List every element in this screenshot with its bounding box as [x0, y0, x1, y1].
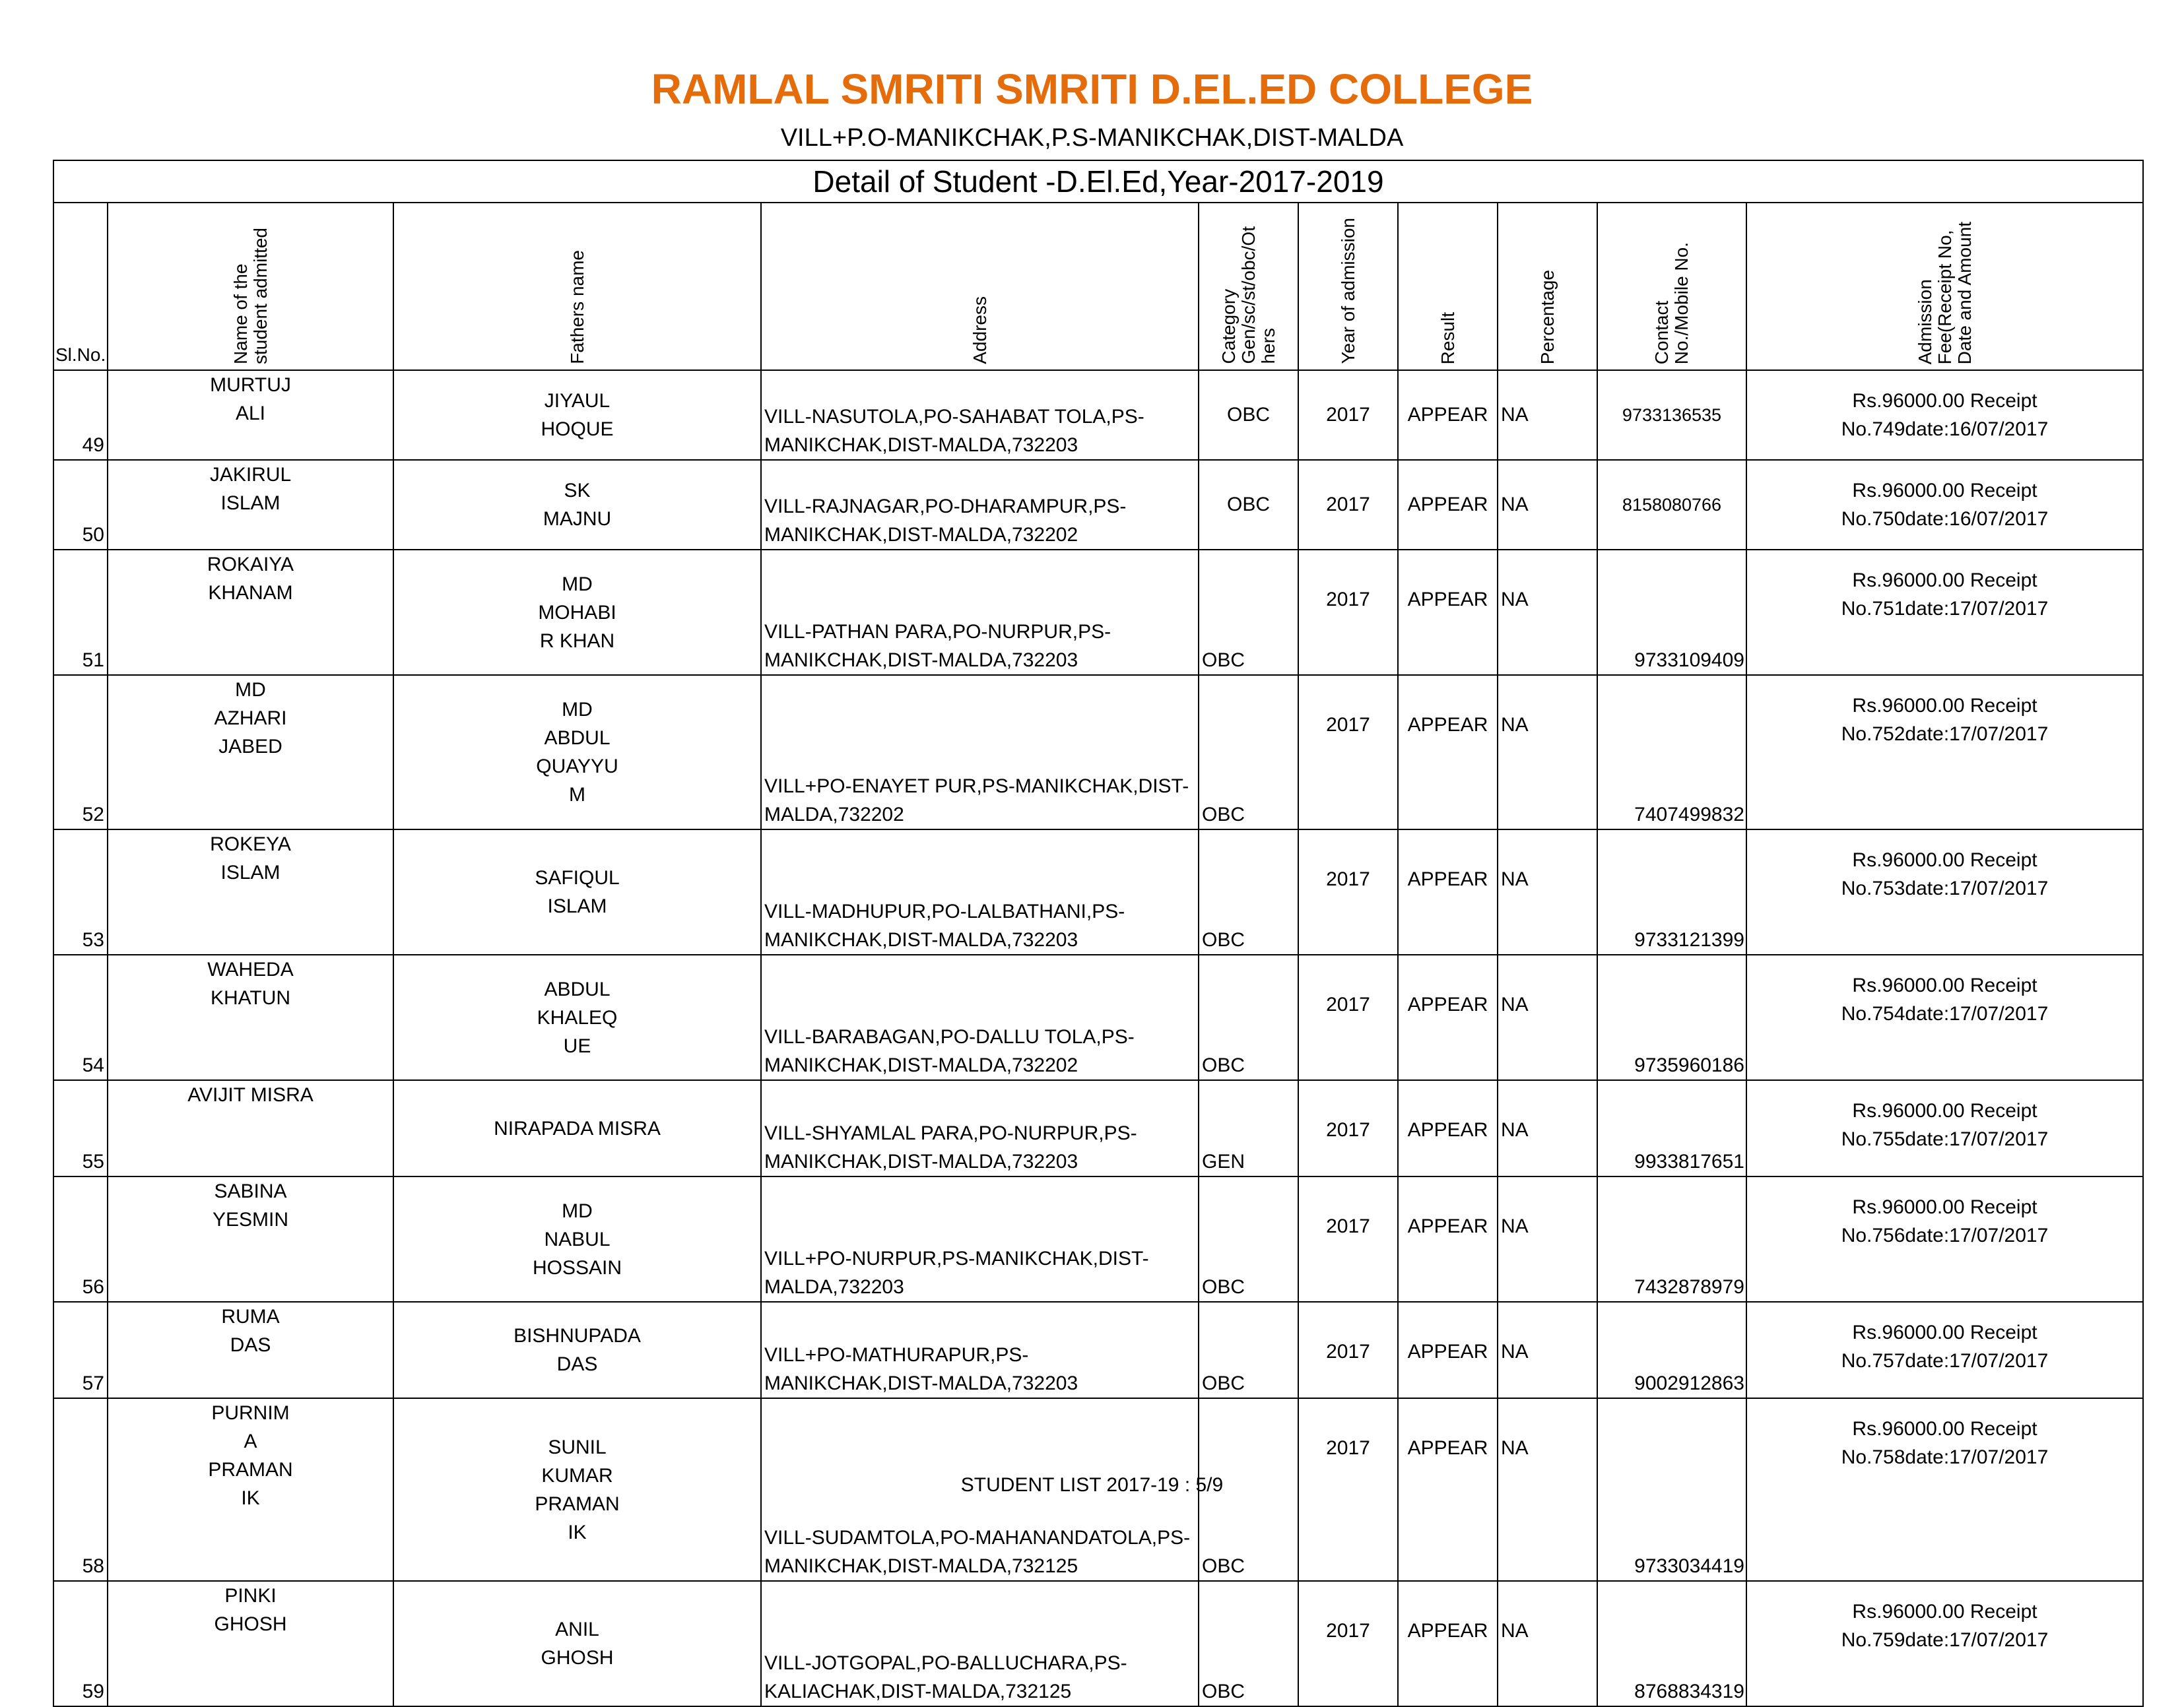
cell-year: 2017: [1298, 1302, 1398, 1398]
cell-contact: 9002912863: [1597, 1302, 1746, 1398]
header-fee: [1746, 203, 2143, 370]
cell-result: APPEAR: [1398, 955, 1498, 1080]
cell-contact: 9933817651: [1597, 1080, 1746, 1176]
cell-result: APPEAR: [1398, 1581, 1498, 1706]
cell-name: PINKI GHOSH: [108, 1581, 393, 1706]
table-caption: Detail of Student -D.El.Ed,Year-2017-2019: [53, 160, 2143, 203]
cell-father: NIRAPADA MISRA: [393, 1080, 761, 1176]
cell-percentage: NA: [1498, 829, 1597, 955]
cell-result: APPEAR: [1398, 550, 1498, 675]
cell-category: OBC: [1199, 829, 1298, 955]
cell-percentage: NA: [1498, 460, 1597, 550]
cell-sl: 55: [53, 1080, 108, 1176]
cell-sl: 52: [53, 675, 108, 829]
cell-address: VILL-BARABAGAN,PO-DALLU TOLA,PS-MANIKCHAK,DIST-MALDA,732202: [761, 955, 1199, 1080]
cell-percentage: NA: [1498, 1176, 1597, 1302]
cell-sl: 49: [53, 370, 108, 460]
header-result-label: Result: [1437, 311, 1458, 364]
cell-contact: 7432878979: [1597, 1176, 1746, 1302]
cell-category: OBC: [1199, 955, 1298, 1080]
table-row: [53, 1176, 2143, 1302]
cell-father: JIYAUL HOQUE: [393, 370, 761, 460]
cell-category: OBC: [1199, 1176, 1298, 1302]
cell-year: 2017: [1298, 1398, 1398, 1581]
header-address: [761, 203, 1199, 370]
cell-contact: 8158080766: [1597, 460, 1746, 550]
cell-name: AVIJIT MISRA: [108, 1080, 393, 1176]
cell-percentage: NA: [1498, 550, 1597, 675]
table-row: [53, 829, 2143, 955]
cell-address: VILL-JOTGOPAL,PO-BALLUCHARA,PS-KALIACHAK,DIST-MALDA,732125: [761, 1581, 1199, 1706]
cell-name: MURTUJ ALI: [108, 370, 393, 460]
cell-sl: 51: [53, 550, 108, 675]
cell-fee: Rs.96000.00 Receipt No.754date:17/07/2017: [1746, 955, 2143, 1080]
cell-year: 2017: [1298, 1581, 1398, 1706]
cell-address: VILL+PO-NURPUR,PS-MANIKCHAK,DIST-MALDA,732203: [761, 1176, 1199, 1302]
cell-percentage: NA: [1498, 1080, 1597, 1176]
cell-contact: 9733034419: [1597, 1398, 1746, 1581]
cell-year: 2017: [1298, 370, 1398, 460]
cell-year: 2017: [1298, 675, 1398, 829]
header-father: [393, 203, 761, 370]
cell-contact: 9733121399: [1597, 829, 1746, 955]
cell-name: ROKEYA ISLAM: [108, 829, 393, 955]
cell-address: VILL-RAJNAGAR,PO-DHARAMPUR,PS-MANIKCHAK,DIST-MALDA,732202: [761, 460, 1199, 550]
cell-category: GEN: [1199, 1080, 1298, 1176]
cell-fee: Rs.96000.00 Receipt No.751date:17/07/2017: [1746, 550, 2143, 675]
cell-result: APPEAR: [1398, 1398, 1498, 1581]
cell-sl: 56: [53, 1176, 108, 1302]
header-address-label: Address: [969, 296, 990, 364]
cell-result: APPEAR: [1398, 1176, 1498, 1302]
header-year-label: Year of admission: [1337, 218, 1358, 364]
cell-contact: 9735960186: [1597, 955, 1746, 1080]
cell-result: APPEAR: [1398, 1080, 1498, 1176]
table-row: [53, 370, 2143, 460]
college-title: RAMLAL SMRITI SMRITI D.EL.ED COLLEGE: [651, 65, 1533, 113]
cell-sl: 53: [53, 829, 108, 955]
table-row: [53, 460, 2143, 550]
cell-address: VILL-PATHAN PARA,PO-NURPUR,PS-MANIKCHAK,DIST-MALDA,732203: [761, 550, 1199, 675]
table-row: [53, 1581, 2143, 1706]
header-result: [1398, 203, 1498, 370]
cell-percentage: NA: [1498, 1302, 1597, 1398]
cell-percentage: NA: [1498, 955, 1597, 1080]
header-contact-label: Contact No./Mobile No.: [1651, 242, 1692, 364]
header-row: [53, 203, 2143, 370]
cell-sl: 57: [53, 1302, 108, 1398]
table-row: [53, 1080, 2143, 1176]
cell-contact: 7407499832: [1597, 675, 1746, 829]
cell-year: 2017: [1298, 550, 1398, 675]
cell-sl: 50: [53, 460, 108, 550]
cell-contact: 9733136535: [1597, 370, 1746, 460]
cell-name: WAHEDA KHATUN: [108, 955, 393, 1080]
cell-category: OBC: [1199, 460, 1298, 550]
cell-address: VILL-SUDAMTOLA,PO-MAHANANDATOLA,PS-MANIKCHAK,DIST-MALDA,732125: [761, 1398, 1199, 1581]
cell-fee: Rs.96000.00 Receipt No.758date:17/07/2017: [1746, 1398, 2143, 1581]
header-sl-label: Sl.No.: [55, 344, 106, 365]
cell-address: VILL+PO-MATHURAPUR,PS-MANIKCHAK,DIST-MALDA,732203: [761, 1302, 1199, 1398]
cell-result: APPEAR: [1398, 370, 1498, 460]
page-footer: STUDENT LIST 2017-19 : 5/9: [960, 1474, 1224, 1496]
header-category-label: Category Gen/sc/st/obc/Ot hers: [1218, 226, 1278, 364]
cell-percentage: NA: [1498, 1581, 1597, 1706]
cell-name: RUMA DAS: [108, 1302, 393, 1398]
cell-address: VILL-MADHUPUR,PO-LALBATHANI,PS-MANIKCHAK,DIST-MALDA,732203: [761, 829, 1199, 955]
cell-fee: Rs.96000.00 Receipt No.749date:16/07/2017: [1746, 370, 2143, 460]
cell-name: ROKAIYA KHANAM: [108, 550, 393, 675]
cell-category: OBC: [1199, 550, 1298, 675]
cell-category: OBC: [1199, 1302, 1298, 1398]
cell-year: 2017: [1298, 1176, 1398, 1302]
header-year: [1298, 203, 1398, 370]
cell-name: SABINA YESMIN: [108, 1176, 393, 1302]
cell-name: JAKIRUL ISLAM: [108, 460, 393, 550]
cell-fee: Rs.96000.00 Receipt No.753date:17/07/2017: [1746, 829, 2143, 955]
table-row: [53, 675, 2143, 829]
header-fee-label: Admission Fee(Receipt No, Date and Amount: [1914, 221, 1975, 364]
cell-result: APPEAR: [1398, 460, 1498, 550]
cell-contact: 8768834319: [1597, 1581, 1746, 1706]
table-row: [53, 1302, 2143, 1398]
cell-percentage: NA: [1498, 675, 1597, 829]
cell-name: MD AZHARI JABED: [108, 675, 393, 829]
cell-address: VILL-NASUTOLA,PO-SAHABAT TOLA,PS-MANIKCHAK,DIST-MALDA,732203: [761, 370, 1199, 460]
cell-name: PURNIM A PRAMAN IK: [108, 1398, 393, 1581]
cell-fee: Rs.96000.00 Receipt No.755date:17/07/2017: [1746, 1080, 2143, 1176]
header-percentage: [1498, 203, 1597, 370]
header-father-label: Fathers name: [566, 250, 587, 364]
cell-percentage: NA: [1498, 1398, 1597, 1581]
cell-address: VILL-SHYAMLAL PARA,PO-NURPUR,PS-MANIKCHAK,DIST-MALDA,732203: [761, 1080, 1199, 1176]
table-row: [53, 955, 2143, 1080]
cell-father: MD NABUL HOSSAIN: [393, 1176, 761, 1302]
cell-father: ABDUL KHALEQ UE: [393, 955, 761, 1080]
cell-address: VILL+PO-ENAYET PUR,PS-MANIKCHAK,DIST-MALDA,732202: [761, 675, 1199, 829]
cell-sl: 54: [53, 955, 108, 1080]
cell-fee: Rs.96000.00 Receipt No.757date:17/07/2017: [1746, 1302, 2143, 1398]
cell-category: OBC: [1199, 1398, 1298, 1581]
cell-contact: 9733109409: [1597, 550, 1746, 675]
cell-category: OBC: [1199, 1581, 1298, 1706]
header-contact: [1597, 203, 1746, 370]
cell-year: 2017: [1298, 460, 1398, 550]
cell-father: SUNIL KUMAR PRAMAN IK: [393, 1398, 761, 1581]
cell-sl: 58: [53, 1398, 108, 1581]
college-address: VILL+P.O-MANIKCHAK,P.S-MANIKCHAK,DIST-MALDA: [780, 124, 1404, 152]
cell-fee: Rs.96000.00 Receipt No.750date:16/07/2017: [1746, 460, 2143, 550]
cell-year: 2017: [1298, 955, 1398, 1080]
cell-father: MD MOHABI R KHAN: [393, 550, 761, 675]
cell-year: 2017: [1298, 829, 1398, 955]
cell-result: APPEAR: [1398, 829, 1498, 955]
cell-percentage: NA: [1498, 370, 1597, 460]
header-name: [108, 203, 393, 370]
cell-fee: Rs.96000.00 Receipt No.752date:17/07/2017: [1746, 675, 2143, 829]
cell-result: APPEAR: [1398, 1302, 1498, 1398]
cell-year: 2017: [1298, 1080, 1398, 1176]
cell-fee: Rs.96000.00 Receipt No.756date:17/07/2017: [1746, 1176, 2143, 1302]
header-name-label: Name of the student admitted: [230, 227, 271, 364]
header-percentage-label: Percentage: [1537, 269, 1558, 364]
cell-result: APPEAR: [1398, 675, 1498, 829]
cell-father: SK MAJNU: [393, 460, 761, 550]
cell-father: ANIL GHOSH: [393, 1581, 761, 1706]
cell-father: MD ABDUL QUAYYU M: [393, 675, 761, 829]
cell-father: BISHNUPADA DAS: [393, 1302, 761, 1398]
cell-father: SAFIQUL ISLAM: [393, 829, 761, 955]
cell-fee: Rs.96000.00 Receipt No.759date:17/07/2017: [1746, 1581, 2143, 1706]
table-row: [53, 550, 2143, 675]
cell-sl: 59: [53, 1581, 108, 1706]
header-sl: [53, 203, 108, 370]
header-category: [1199, 203, 1298, 370]
cell-category: OBC: [1199, 370, 1298, 460]
cell-category: OBC: [1199, 675, 1298, 829]
